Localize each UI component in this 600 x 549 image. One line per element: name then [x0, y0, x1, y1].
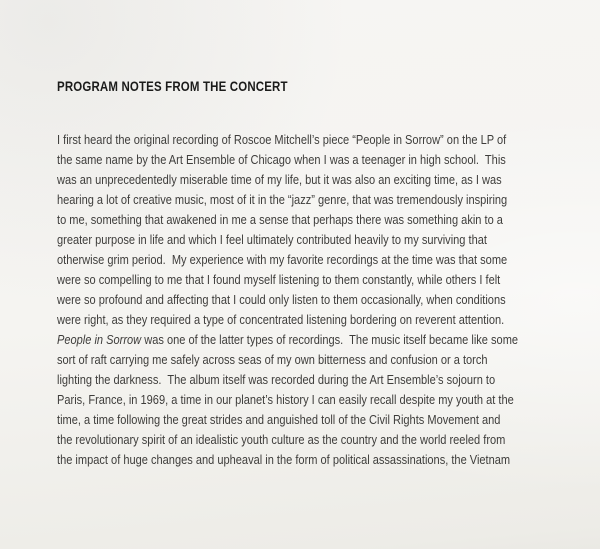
- album-title-italic: People in Sorrow: [57, 332, 142, 347]
- text-segment: otherwise grim period. My experience with my favorite recordings at the time was that some: [57, 252, 508, 267]
- paragraph-line: [57, 430, 518, 450]
- text-segment: Paris, France, in 1969, a time in our planet’s history I can easily recall despite my youth at the: [57, 392, 514, 407]
- page-title: PROGRAM NOTES FROM THE CONCERT: [57, 78, 288, 94]
- text-segment: were so compelling to me that I found myself listening to them constantly, while others I felt: [57, 272, 501, 287]
- paragraph-line: [57, 230, 518, 250]
- paragraph-line: [57, 150, 518, 170]
- paragraph-line: [57, 270, 518, 290]
- text-segment: the revolutionary spirit of an idealistic youth culture as the country and the world reeled from: [57, 432, 506, 447]
- program-notes-paragraph: [57, 130, 518, 470]
- text-segment: to me, something that awakened in me a sense that perhaps there was something akin to a: [57, 212, 503, 227]
- paragraph-line: [57, 390, 518, 410]
- paragraph-line: [57, 330, 518, 350]
- text-segment: were so profound and affecting that I could only listen to them occasionally, when conditions: [57, 292, 506, 307]
- paragraph-line: [57, 350, 518, 370]
- paragraph-line: [57, 170, 518, 190]
- text-segment: lighting the darkness. The album itself was recorded during the Art Ensemble’s sojourn to: [57, 372, 496, 387]
- paragraph-line: [57, 450, 518, 470]
- paragraph-line: [57, 370, 518, 390]
- paragraph-line: [57, 250, 518, 270]
- paragraph-line: [57, 210, 518, 230]
- text-segment: hearing a lot of creative music, most of it in the “jazz” genre, that was tremendously inspiring: [57, 192, 508, 207]
- paragraph-line: [57, 310, 518, 330]
- text-segment: time, a time following the great strides and anguished toll of the Civil Rights Movement and: [57, 412, 501, 427]
- text-segment: greater purpose in life and which I feel ultimately contributed heavily to my surviving that: [57, 232, 487, 247]
- text-segment: the same name by the Art Ensemble of Chicago when I was a teenager in high school. This: [57, 152, 506, 167]
- paragraph-line: [57, 190, 518, 210]
- paragraph-line: [57, 130, 518, 150]
- text-segment: was one of the latter types of recordings. The music itself became like some: [141, 332, 519, 347]
- paragraph-line: [57, 410, 518, 430]
- text-segment: I first heard the original recording of Roscoe Mitchell’s piece “People in Sorrow” on the LP of: [57, 132, 507, 147]
- text-segment: sort of raft carrying me safely across seas of my own bitterness and confusion or a torch: [57, 352, 488, 367]
- text-segment: were right, as they required a type of concentrated listening bordering on reverent attention.: [57, 312, 505, 327]
- paragraph-line: [57, 290, 518, 310]
- text-segment: was an unprecedentedly miserable time of my life, but it was also an exciting time, as I was: [57, 172, 502, 187]
- text-segment: the impact of huge changes and upheaval in the form of political assassinations, the Vietnam: [57, 452, 511, 467]
